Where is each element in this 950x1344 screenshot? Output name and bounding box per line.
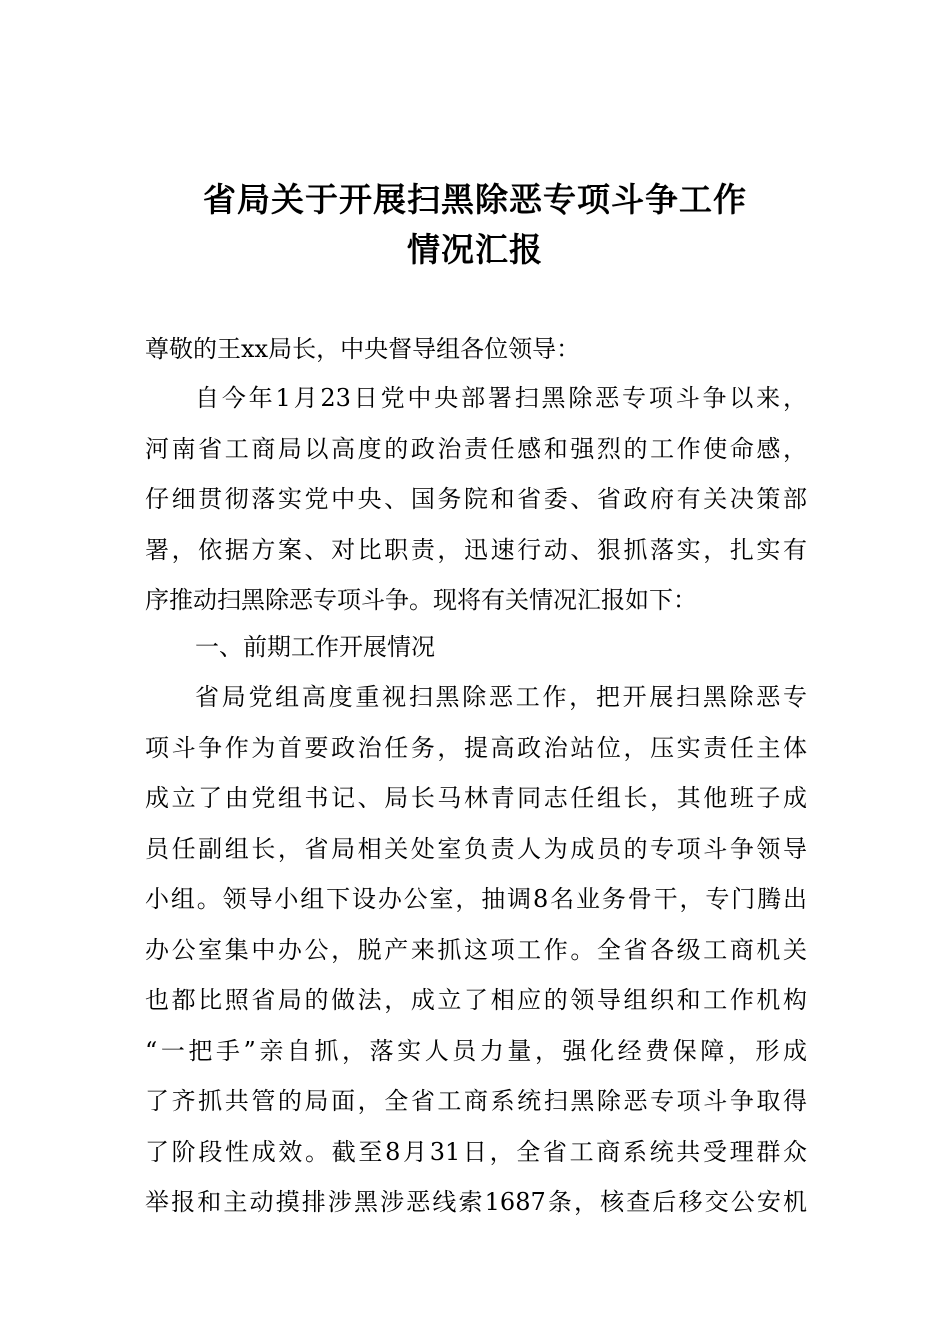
section-heading: 一、前期工作开展情况: [195, 633, 435, 661]
paragraph-line: 序推动扫黑除恶专项斗争。现将有关情况汇报如下：: [145, 586, 697, 614]
salutation: 尊敬的王xx局长，中央督导组各位领导：: [145, 335, 581, 363]
paragraph-line: 河南省工商局以高度的政治责任感和强烈的工作使命感，: [145, 435, 807, 463]
paragraph-line: 了阶段性成效。截至8月31日，全省工商系统共受理群众: [145, 1138, 807, 1166]
paragraph-line: 署，依据方案、对比职责，迅速行动、狠抓落实，扎实有: [145, 536, 807, 564]
paragraph-line: “一把手”亲自抓，落实人员力量，强化经费保障，形成: [145, 1037, 807, 1065]
paragraph-line: 办公室集中办公，脱产来抓这项工作。全省各级工商机关: [145, 936, 807, 964]
paragraph-line: 小组。领导小组下设办公室，抽调8名业务骨干，专门腾出: [145, 885, 807, 913]
document-title-line-2: 情况汇报: [407, 230, 543, 269]
paragraph-line: 省局党组高度重视扫黑除恶工作，把开展扫黑除恶专: [195, 683, 807, 711]
paragraph-line: 项斗争作为首要政治任务，提高政治站位，压实责任主体: [145, 734, 807, 762]
document-title-line-1: 省局关于开展扫黑除恶专项斗争工作: [203, 180, 747, 219]
paragraph-line: 举报和主动摸排涉黑涉恶线索1687条，核查后移交公安机: [145, 1188, 807, 1216]
paragraph-line: 成立了由党组书记、局长马林青同志任组长，其他班子成: [145, 784, 807, 812]
paragraph-line: 也都比照省局的做法，成立了相应的领导组织和工作机构: [145, 986, 807, 1014]
paragraph-line: 了齐抓共管的局面，全省工商系统扫黑除恶专项斗争取得: [145, 1087, 807, 1115]
paragraph-line: 员任副组长，省局相关处室负责人为成员的专项斗争领导: [145, 835, 807, 863]
paragraph-line: 自今年1月23日党中央部署扫黑除恶专项斗争以来，: [195, 384, 807, 412]
paragraph-line: 仔细贯彻落实党中央、国务院和省委、省政府有关决策部: [145, 485, 807, 513]
